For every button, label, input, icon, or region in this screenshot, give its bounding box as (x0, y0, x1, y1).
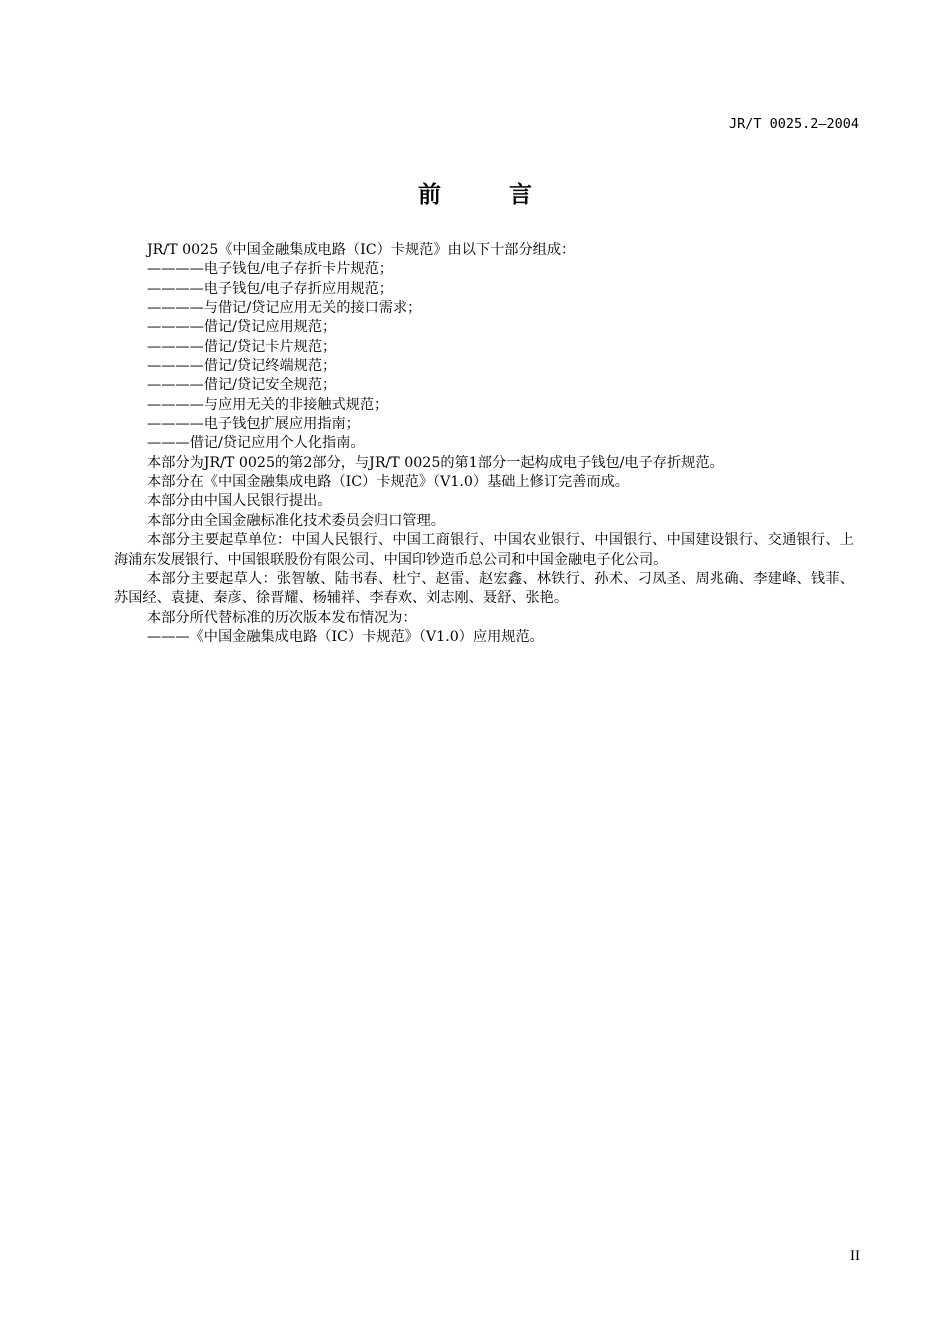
list-item: ———借记/贷记应用个人化指南。 (147, 435, 365, 452)
list-item: ————电子钱包/电子存折应用规范； (147, 280, 393, 297)
document-id: JR/T 0025.2—2004 (728, 116, 859, 132)
revision-basis-paragraph: 本部分在《中国金融集成电路（IC）卡规范》（V1.0）基础上修订完善而成。 (147, 474, 629, 491)
list-item: ————借记/贷记安全规范； (147, 377, 337, 394)
page-number: II (850, 1248, 860, 1264)
foreword-body (114, 241, 854, 647)
replaced-version-item: ———《中国金融集成电路（IC）卡规范》（V1.0）应用规范。 (147, 628, 544, 645)
list-item: ————借记/贷记应用规范； (147, 319, 337, 336)
list-item: ————与应用无关的非接触式规范； (147, 396, 389, 413)
replaced-versions-paragraph: 本部分所代替标准的历次版本发布情况为： (147, 609, 417, 626)
list-item: ————电子钱包扩展应用指南； (147, 416, 360, 433)
part-relation-paragraph: 本部分为JR/T 0025的第2部分，与JR/T 0025的第1部分一起构成电子钱包/电子存折规范。 (147, 454, 724, 471)
list-item: ————电子钱包/电子存折卡片规范； (147, 261, 393, 278)
list-item: ————与借记/贷记应用无关的接口需求； (147, 300, 422, 317)
list-item: ————借记/贷记卡片规范； (147, 338, 337, 355)
parts-list (114, 260, 854, 453)
drafting-units-paragraph: 本部分主要起草单位：中国人民银行、中国工商银行、中国农业银行、中国银行、中国建设银行、交通银行、上海浦东发展银行、中国银联股份有限公司、中国印钞造币总公司和中国金融电子化公司。 (114, 532, 854, 568)
list-item: ————借记/贷记终端规范； (147, 358, 337, 375)
proposer-paragraph: 本部分由中国人民银行提出。 (147, 493, 332, 510)
management-paragraph: 本部分由全国金融标准化技术委员会归口管理。 (147, 512, 445, 529)
drafters-paragraph: 本部分主要起草人：张智敏、陆书春、杜宁、赵雷、赵宏鑫、林铁行、孙术、刁凤圣、周兆确、李建峰、钱菲、苏国经、袁捷、秦彦、徐晋耀、杨辅祥、李春欢、刘志刚、聂舒、张艳。 (114, 570, 854, 607)
intro-paragraph: JR/T 0025《中国金融集成电路（IC）卡规范》由以下十部分组成： (147, 242, 576, 258)
page-title: 前 言 (417, 182, 562, 208)
